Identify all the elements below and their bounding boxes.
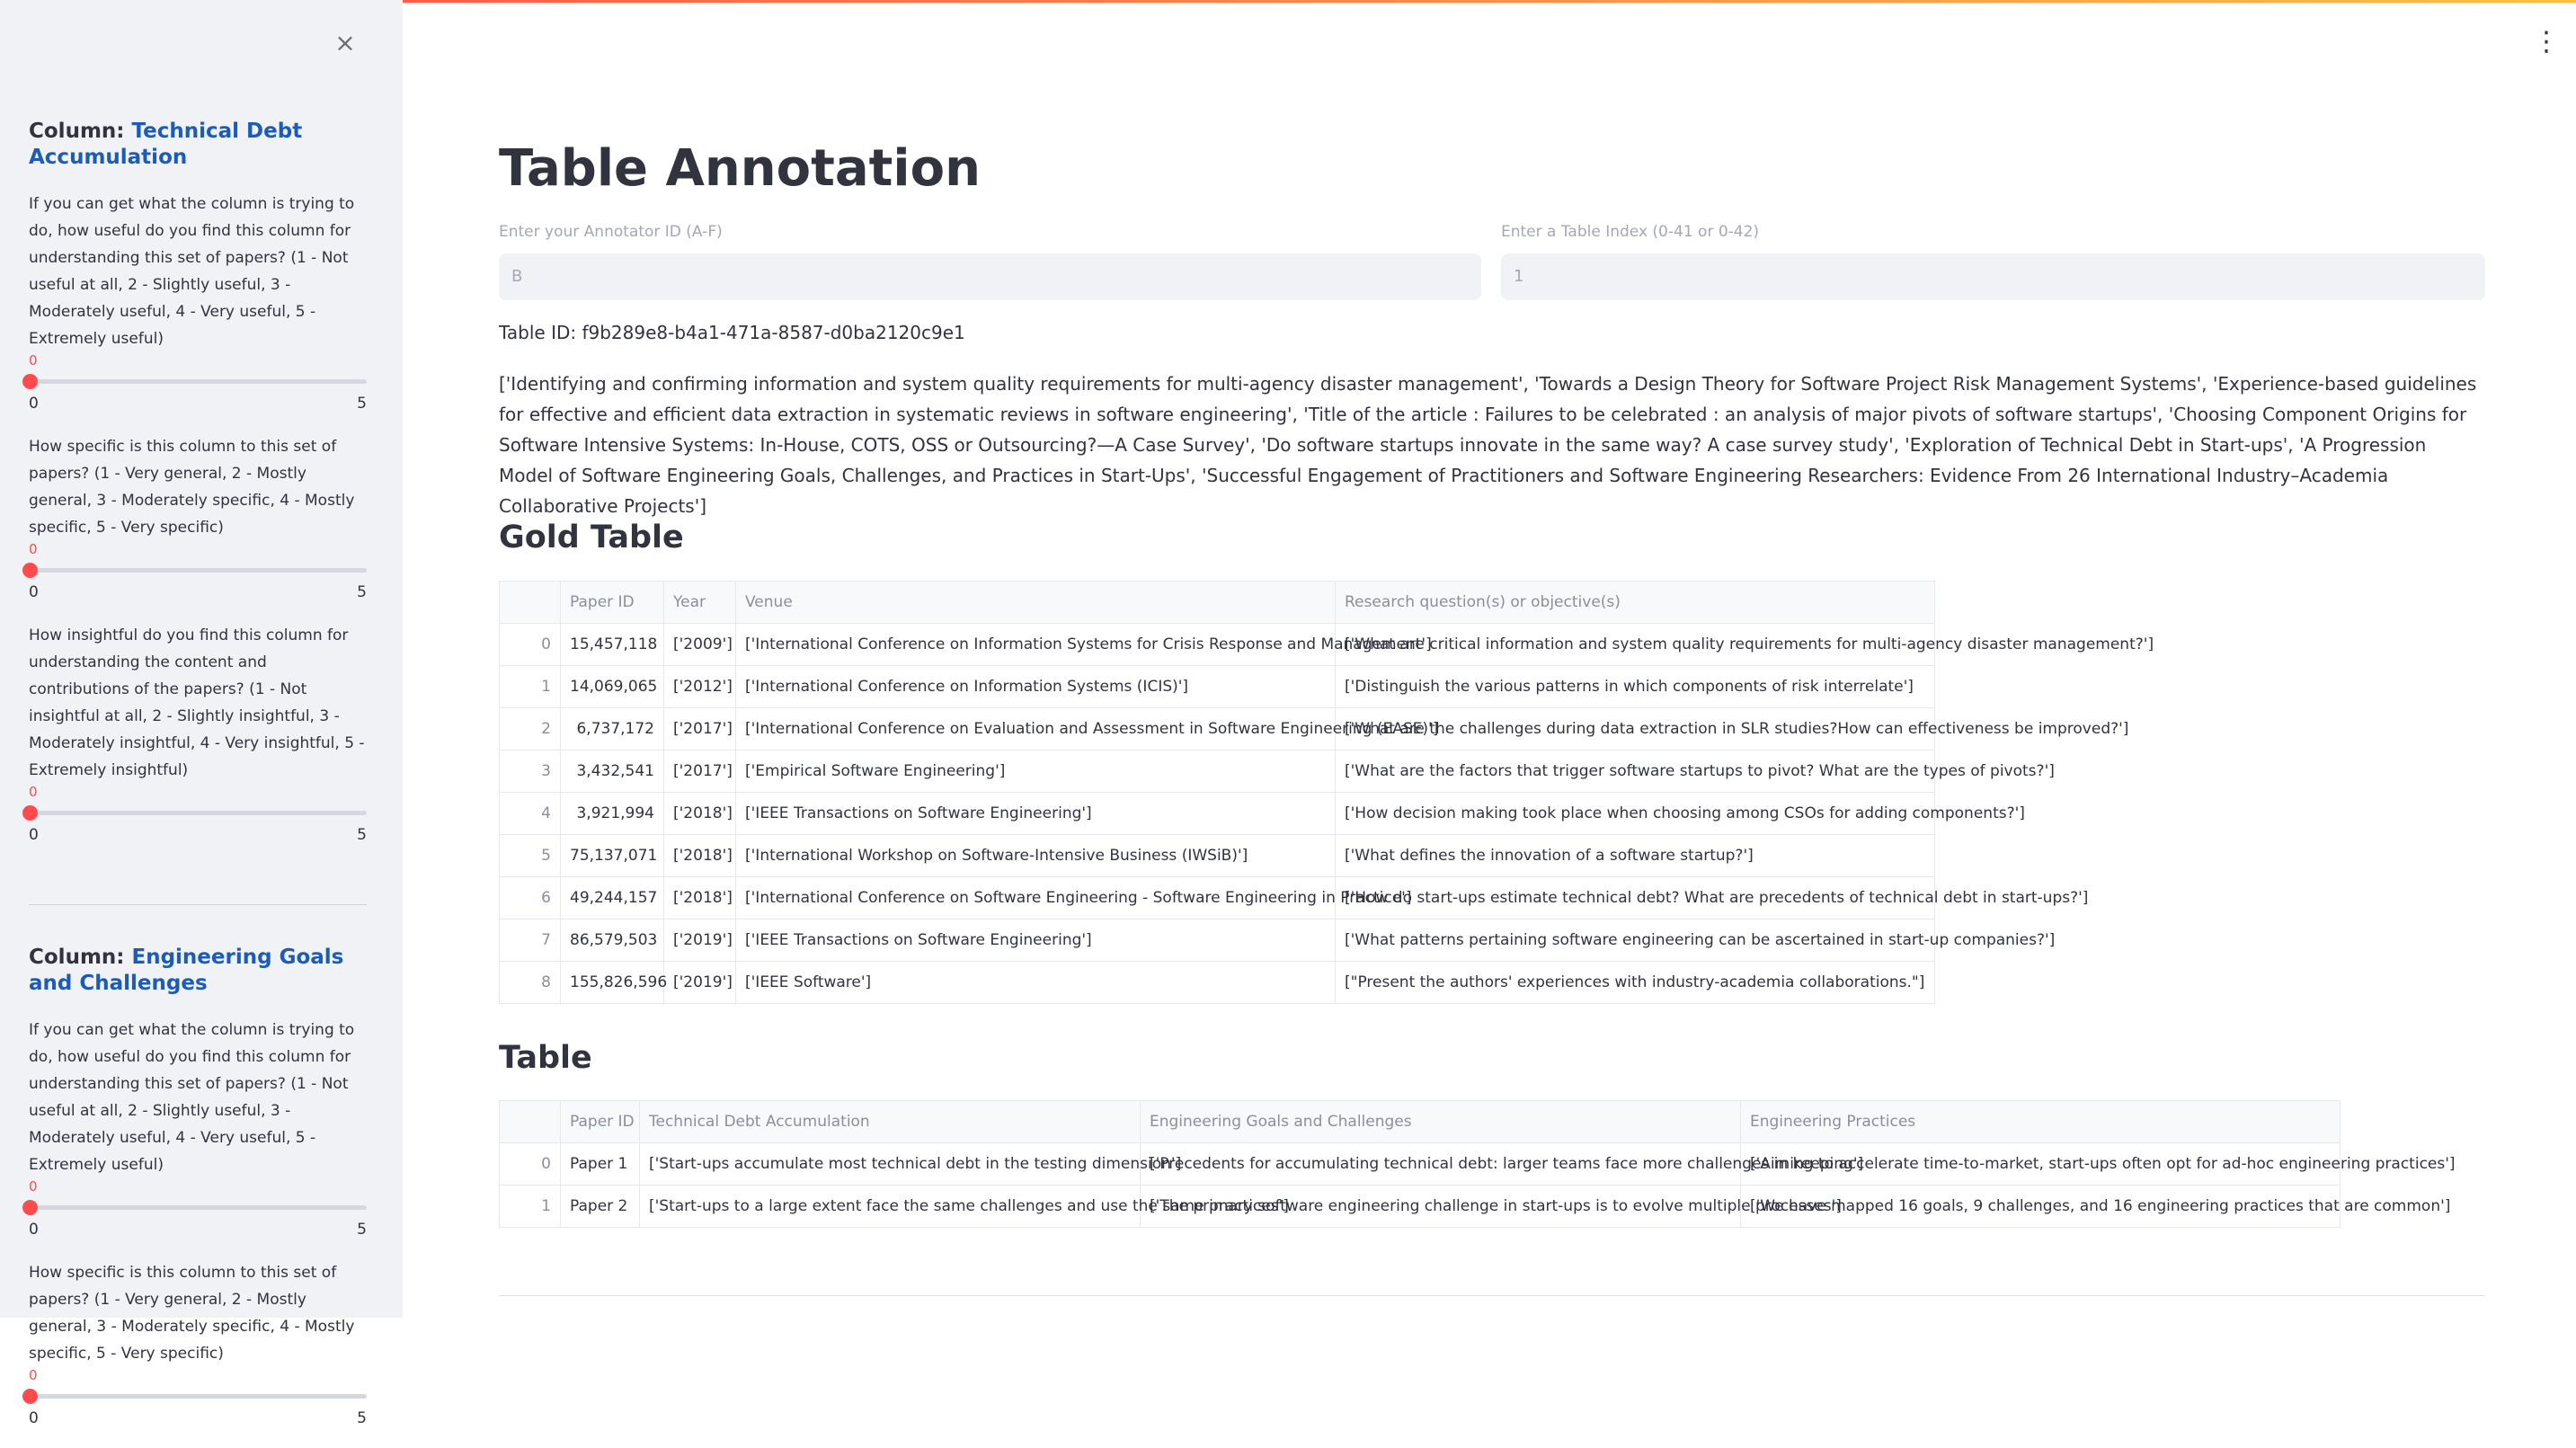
rating-question: How insightful do you find this column for understanding the content and contributions of the papers? (1 - Not insightful at all, 2 - Slightly insightful, 3 - Moderately insightful, 4 - Very insightful, 5 - Extremely insightful) xyxy=(29,626,365,779)
table-row[interactable] xyxy=(500,708,1935,751)
table-cell[interactable]: 6,737,172 xyxy=(561,708,664,751)
table-cell[interactable]: ['International Conference on Software Engineering - Software Engineering in Practice'] xyxy=(736,877,1336,919)
table-row[interactable] xyxy=(500,666,1935,708)
table-cell[interactable]: 86,579,503 xyxy=(561,919,664,962)
table-cell[interactable]: ['2012'] xyxy=(664,666,736,708)
table-row[interactable] xyxy=(500,835,1935,877)
column-header[interactable]: Engineering Goals and Challenges xyxy=(1141,1101,1741,1143)
table-cell[interactable]: ['Start-ups to a large extent face the same challenges and use the same practices'] xyxy=(640,1186,1141,1228)
slider-min-label: 0 xyxy=(29,1221,39,1239)
slider-min-label: 0 xyxy=(29,395,39,413)
table-heading: Table xyxy=(499,1040,592,1076)
slider-max-label: 5 xyxy=(357,583,367,601)
row-index: 0 xyxy=(500,624,561,666)
annotator-id-input[interactable]: B xyxy=(499,253,1481,300)
rating-slider[interactable] xyxy=(29,784,367,865)
table-row[interactable] xyxy=(500,624,1935,666)
column-header[interactable] xyxy=(500,582,561,624)
table-cell[interactable]: ['2017'] xyxy=(664,751,736,793)
slider-thumb[interactable] xyxy=(22,563,38,578)
rating-question: How specific is this column to this set of papers? (1 - Very general, 2 - Mostly general, 3 - Moderately specific, 4 - Mostly specific, 5 - Very specific) xyxy=(29,1264,355,1363)
slider-track[interactable] xyxy=(29,1394,367,1399)
table-cell[interactable]: ['2009'] xyxy=(664,624,736,666)
slider-max-label: 5 xyxy=(357,826,367,844)
table-cell[interactable]: ['2018'] xyxy=(664,793,736,835)
column-name: Technical Debt Accumulation xyxy=(29,120,303,169)
table-cell[interactable]: 14,069,065 xyxy=(561,666,664,708)
rating-question: If you can get what the column is trying to do, how useful do you find this column for understanding this set of papers? (1 - Not useful at all, 2 - Slightly useful, 3 - Moderately useful, 4 - Very useful, 5 - Extremely useful) xyxy=(29,195,355,348)
annotator-id-label: Enter your Annotator ID (A-F) xyxy=(499,223,723,241)
row-index: 8 xyxy=(500,962,561,1004)
table-cell[interactable]: Paper 2 xyxy=(561,1186,640,1228)
slider-max-label: 5 xyxy=(357,1221,367,1239)
table-index-input[interactable]: 1 xyxy=(1501,253,2485,300)
table-cell[interactable]: ['How do start-ups estimate technical debt? What are precedents of technical debt in start-ups?'] xyxy=(1336,877,1935,919)
slider-thumb[interactable] xyxy=(22,374,38,389)
table-cell[interactable]: ['Aiming to accelerate time-to-market, start-ups often opt for ad-hoc engineering practices'] xyxy=(1741,1143,2341,1186)
table-cell[interactable]: ['2018'] xyxy=(664,835,736,877)
column-header[interactable]: Venue xyxy=(736,582,1336,624)
row-index: 5 xyxy=(500,835,561,877)
close-icon[interactable]: × xyxy=(334,28,356,58)
table-cell[interactable]: 75,137,071 xyxy=(561,835,664,877)
table-cell[interactable]: 155,826,596 xyxy=(561,962,664,1004)
row-index: 2 xyxy=(500,708,561,751)
table-cell[interactable]: ['IEEE Transactions on Software Engineering'] xyxy=(736,793,1336,835)
slider-track[interactable] xyxy=(29,568,367,573)
table-cell[interactable]: ['Distinguish the various patterns in which components of risk interrelate'] xyxy=(1336,666,1935,708)
rating-slider[interactable] xyxy=(29,1367,367,1448)
slider-min-label: 0 xyxy=(29,583,39,601)
paper-titles-text: ['Identifying and confirming information and system quality requirements for multi-agency disaster management', 'Towards a Design Theory for Software Project Risk Management Systems', 'Experience-based guidelines for effective and efficient data extraction in systematic reviews in software engineering', 'Title of the article : Failures to be celebrated : an analysis of major pivots of software startups', 'Choosing Component Origins for Software Intensive Systems: In-House, COTS, OSS or Outsourcing?—A Case Survey', 'Do software startups innovate in the same way? A case survey study', 'Exploration of Technical Debt in Start-ups', 'A Progression Model of Software Engineering Goals, Challenges, and Practices in Start-Ups', 'Successful Engagement of Practitioners and Software Engineering Researchers: Evidence From 26 International Industry–Academia Collaborative Projects'] xyxy=(499,373,2477,517)
table-cell[interactable]: ['International Conference on Information Systems (ICIS)'] xyxy=(736,666,1336,708)
column-heading-prefix: Column: xyxy=(29,120,125,143)
table-row[interactable] xyxy=(500,919,1935,962)
row-index: 7 xyxy=(500,919,561,962)
table-row[interactable] xyxy=(500,1143,2341,1186)
table-row[interactable] xyxy=(500,1186,2341,1228)
table-cell[interactable]: ["Present the authors' experiences with industry-academia collaborations."] xyxy=(1336,962,1935,1004)
main-menu-icon[interactable]: ⋮ xyxy=(2533,26,2560,58)
table-row[interactable] xyxy=(500,962,1935,1004)
column-header[interactable]: Research question(s) or objective(s) xyxy=(1336,582,1935,624)
table-cell[interactable]: ['What patterns pertaining software engineering can be ascertained in start-up companies?'] xyxy=(1336,919,1935,962)
table-cell[interactable]: ['Precedents for accumulating technical debt: larger teams face more challenges in keeping'] xyxy=(1141,1143,1741,1186)
slider-track[interactable] xyxy=(29,379,367,384)
row-index: 6 xyxy=(500,877,561,919)
table-cell[interactable]: 15,457,118 xyxy=(561,624,664,666)
table-cell[interactable]: ['Empirical Software Engineering'] xyxy=(736,751,1336,793)
table-id-text: Table ID: f9b289e8-b4a1-471a-8587-d0ba2120c9e1 xyxy=(499,322,965,343)
slider-thumb[interactable] xyxy=(22,1389,38,1404)
table-index-label: Enter a Table Index (0-41 or 0-42) xyxy=(1501,223,1760,241)
table-cell[interactable]: 3,921,994 xyxy=(561,793,664,835)
table-cell[interactable]: ['What defines the innovation of a software startup?'] xyxy=(1336,835,1935,877)
table-cell[interactable]: ['IEEE Transactions on Software Engineering'] xyxy=(736,919,1336,962)
slider-value: 0 xyxy=(29,541,38,557)
annotation-table[interactable] xyxy=(499,1100,2456,1228)
slider-thumb[interactable] xyxy=(22,1200,38,1215)
slider-value: 0 xyxy=(29,784,38,800)
column-header[interactable] xyxy=(500,1101,561,1143)
table-cell[interactable]: ['2018'] xyxy=(664,877,736,919)
sidebar xyxy=(0,0,403,1427)
table-row[interactable] xyxy=(500,877,1935,919)
column-header[interactable]: Paper ID xyxy=(561,1101,640,1143)
row-index: 0 xyxy=(500,1143,561,1186)
table-row[interactable] xyxy=(500,751,1935,793)
row-index: 1 xyxy=(500,666,561,708)
table-row[interactable] xyxy=(500,793,1935,835)
table-cell[interactable]: 49,244,157 xyxy=(561,877,664,919)
row-index: 1 xyxy=(500,1186,561,1228)
sidebar-divider xyxy=(29,904,367,905)
column-header[interactable]: Year xyxy=(664,582,736,624)
column-header[interactable]: Paper ID xyxy=(561,582,664,624)
column-heading-prefix: Column: xyxy=(29,946,125,969)
table-cell[interactable]: ['What are critical information and system quality requirements for multi-agency disaster management?'] xyxy=(1336,624,1935,666)
column-header[interactable]: Technical Debt Accumulation xyxy=(640,1101,1141,1143)
bottom-divider xyxy=(499,1295,2485,1296)
slider-min-label: 0 xyxy=(29,826,39,844)
row-index: 3 xyxy=(500,751,561,793)
gold-table[interactable] xyxy=(499,581,2154,1004)
table-cell[interactable]: ['What are the challenges during data extraction in SLR studies?How can effectiveness be improved?'] xyxy=(1336,708,1935,751)
slider-value: 0 xyxy=(29,1178,38,1195)
slider-max-label: 5 xyxy=(357,1409,367,1427)
column-header[interactable]: Engineering Practices xyxy=(1741,1101,2341,1143)
gold-table-heading: Gold Table xyxy=(499,520,684,555)
table-cell[interactable]: Paper 1 xyxy=(561,1143,640,1186)
table-cell[interactable]: ['2017'] xyxy=(664,708,736,751)
table-cell[interactable]: ['International Conference on Evaluation and Assessment in Software Engineering (EASE)'] xyxy=(736,708,1336,751)
table-cell[interactable]: 3,432,541 xyxy=(561,751,664,793)
slider-track[interactable] xyxy=(29,1205,367,1210)
rating-slider[interactable] xyxy=(29,1178,367,1259)
slider-track[interactable] xyxy=(29,811,367,815)
slider-min-label: 0 xyxy=(29,1409,39,1427)
table-cell[interactable]: ['IEEE Software'] xyxy=(736,962,1336,1004)
column-name: Engineering Goals and Challenges xyxy=(29,946,344,995)
table-cell[interactable]: ['International Conference on Information Systems for Crisis Response and Management'] xyxy=(736,624,1336,666)
table-cell[interactable]: ['2019'] xyxy=(664,919,736,962)
table-cell[interactable]: ['We have mapped 16 goals, 9 challenges, and 16 engineering practices that are common'] xyxy=(1741,1186,2341,1228)
table-cell[interactable]: ['Start-ups accumulate most technical debt in the testing dimension'] xyxy=(640,1143,1141,1186)
rating-slider[interactable] xyxy=(29,541,367,622)
row-index: 4 xyxy=(500,793,561,835)
slider-thumb[interactable] xyxy=(22,805,38,821)
table-cell[interactable]: ['The primary software engineering challenge in start-ups is to evolve multiple processes'] xyxy=(1141,1186,1741,1228)
table-cell[interactable]: ['What are the factors that trigger software startups to pivot? What are the types of pivots?'] xyxy=(1336,751,1935,793)
sidebar-content xyxy=(29,119,367,1448)
table-cell[interactable]: ['International Workshop on Software-Intensive Business (IWSiB)'] xyxy=(736,835,1336,877)
rating-question: How specific is this column to this set of papers? (1 - Very general, 2 - Mostly general, 3 - Moderately specific, 4 - Mostly specific, 5 - Very specific) xyxy=(29,438,355,537)
rating-question: If you can get what the column is trying to do, how useful do you find this column for understanding this set of papers? (1 - Not useful at all, 2 - Slightly useful, 3 - Moderately useful, 4 - Very useful, 5 - Extremely useful) xyxy=(29,1021,355,1174)
slider-max-label: 5 xyxy=(357,395,367,413)
slider-value: 0 xyxy=(29,352,38,369)
table-cell[interactable]: ['2019'] xyxy=(664,962,736,1004)
rating-slider[interactable] xyxy=(29,352,367,433)
column-heading xyxy=(29,945,367,997)
slider-value: 0 xyxy=(29,1367,38,1383)
page-title: Table Annotation xyxy=(499,139,981,198)
column-heading xyxy=(29,119,367,171)
table-cell[interactable]: ['How decision making took place when choosing among CSOs for adding components?'] xyxy=(1336,793,1935,835)
